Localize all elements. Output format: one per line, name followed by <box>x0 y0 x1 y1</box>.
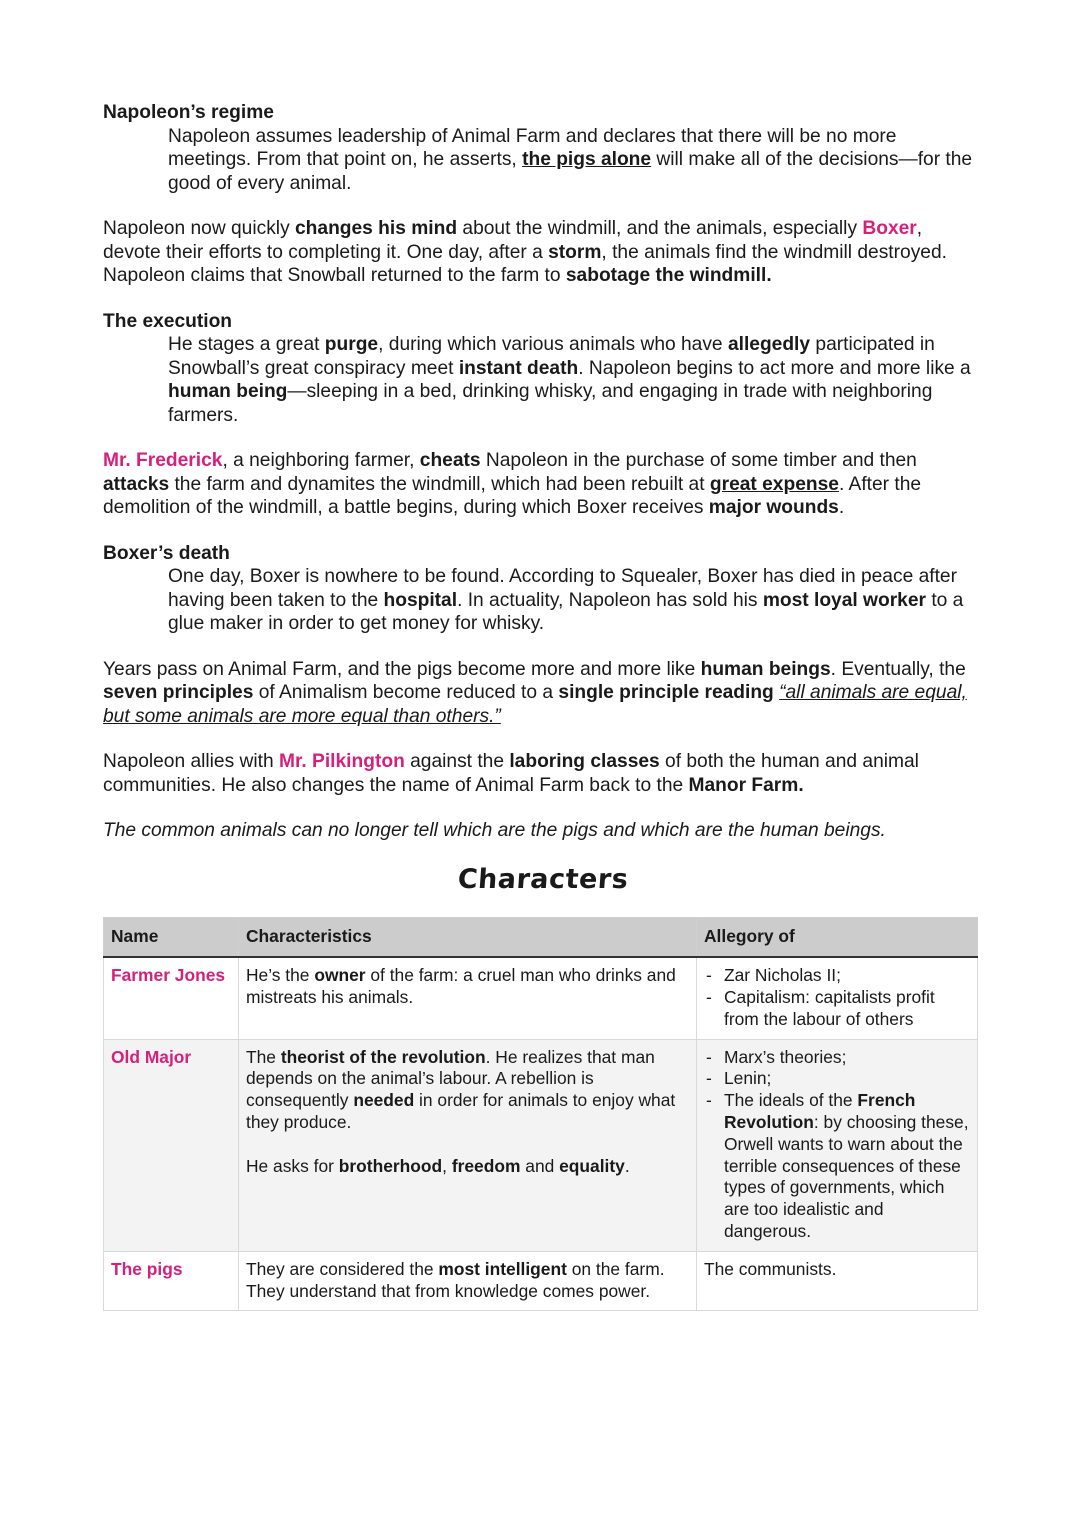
list-item: - Capitalism: capitalists profit from the labour of others <box>704 987 970 1031</box>
header-name: Name <box>104 917 239 957</box>
character-name: Old Major <box>104 1039 239 1251</box>
characters-title: Characters <box>456 863 630 895</box>
header-allegory: Allegory of <box>697 917 978 957</box>
table-row <box>104 957 978 1039</box>
list-item: - Lenin; <box>704 1068 970 1090</box>
paragraph-frederick: Mr. Frederick, a neighboring farmer, cheats Napoleon in the purchase of some timber and then attacks the farm and dynamites the windmill, which had been rebuilt at great expense. After the demolition of the windmill, a battle begins, during which Boxer receives major wounds. <box>103 450 922 518</box>
paragraph-closing: The common animals can no longer tell which are the pigs and which are the human beings. <box>103 820 886 841</box>
paragraph-pilkington: Napoleon allies with Mr. Pilkington against the laboring classes of both the human and animal communities. He also changes the name of Animal Farm back to the Manor Farm. <box>103 751 919 796</box>
section-heading-boxer: Boxer’s death <box>103 542 230 564</box>
table-row <box>104 1251 978 1311</box>
character-allegory <box>697 957 978 1039</box>
table-header-row <box>104 917 978 957</box>
paragraph-boxer: One day, Boxer is nowhere to be found. According to Squealer, Boxer has died in peace after having been taken to the hospital. In actuality, Napoleon has sold his most loyal worker to a glue maker in order to get money for whisky. <box>168 566 964 634</box>
header-characteristics: Characteristics <box>239 917 697 957</box>
character-name: The pigs <box>104 1251 239 1311</box>
character-characteristics: They are considered the most intelligent on the farm. They understand that from knowledge comes power. <box>239 1251 697 1311</box>
list-item: - Zar Nicholas II; <box>704 965 970 987</box>
paragraph-years: Years pass on Animal Farm, and the pigs become more and more like human beings. Eventually, the seven principles of Animalism become reduced to a single principle reading “all animals are equal, but some animals are more equal than others.” <box>103 658 967 727</box>
paragraph-regime: Napoleon assumes leadership of Animal Farm and declares that there will be no more meetings. From that point on, he asserts, the pigs alone will make all of the decisions—for the good of every animal. <box>168 125 973 194</box>
section-heading-execution: The execution <box>103 310 233 332</box>
paragraph-execution: He stages a great purge, during which various animals who have allegedly participated in Snowball’s great conspiracy meet instant death. Napoleon begins to act more and more like a human being—sleeping in a bed, drinking whisky, and engaging in trade with neighboring farmers. <box>168 334 971 426</box>
characters-table <box>103 917 978 1312</box>
list-item: - Marx’s theories; <box>704 1047 970 1069</box>
document-page <box>103 101 983 1311</box>
character-characteristics: The theorist of the revolution. He realizes that man depends on the animal’s labour. A rebellion is consequently needed in order for animals to enjoy what they produce. He asks for brotherhood, freedom and equality. <box>239 1039 697 1251</box>
list-item: - The ideals of the French Revolution: by choosing these, Orwell wants to warn about the terrible consequences of these types of governments, which are too idealistic and dangerous. <box>704 1090 970 1243</box>
character-allegory: The communists. <box>697 1251 978 1311</box>
table-row <box>104 1039 978 1251</box>
character-characteristics: He’s the owner of the farm: a cruel man who drinks and mistreats his animals. <box>239 957 697 1039</box>
section-heading-regime: Napoleon’s regime <box>103 102 274 123</box>
paragraph-windmill: Napoleon now quickly changes his mind about the windmill, and the animals, especially Boxer, devote their efforts to completing it. One day, after a storm, the animals find the windmill destroyed. Napoleon claims that Snowball returned to the farm to sabotage the windmill. <box>103 218 947 286</box>
character-allegory <box>697 1039 978 1251</box>
character-name: Farmer Jones <box>104 957 239 1039</box>
